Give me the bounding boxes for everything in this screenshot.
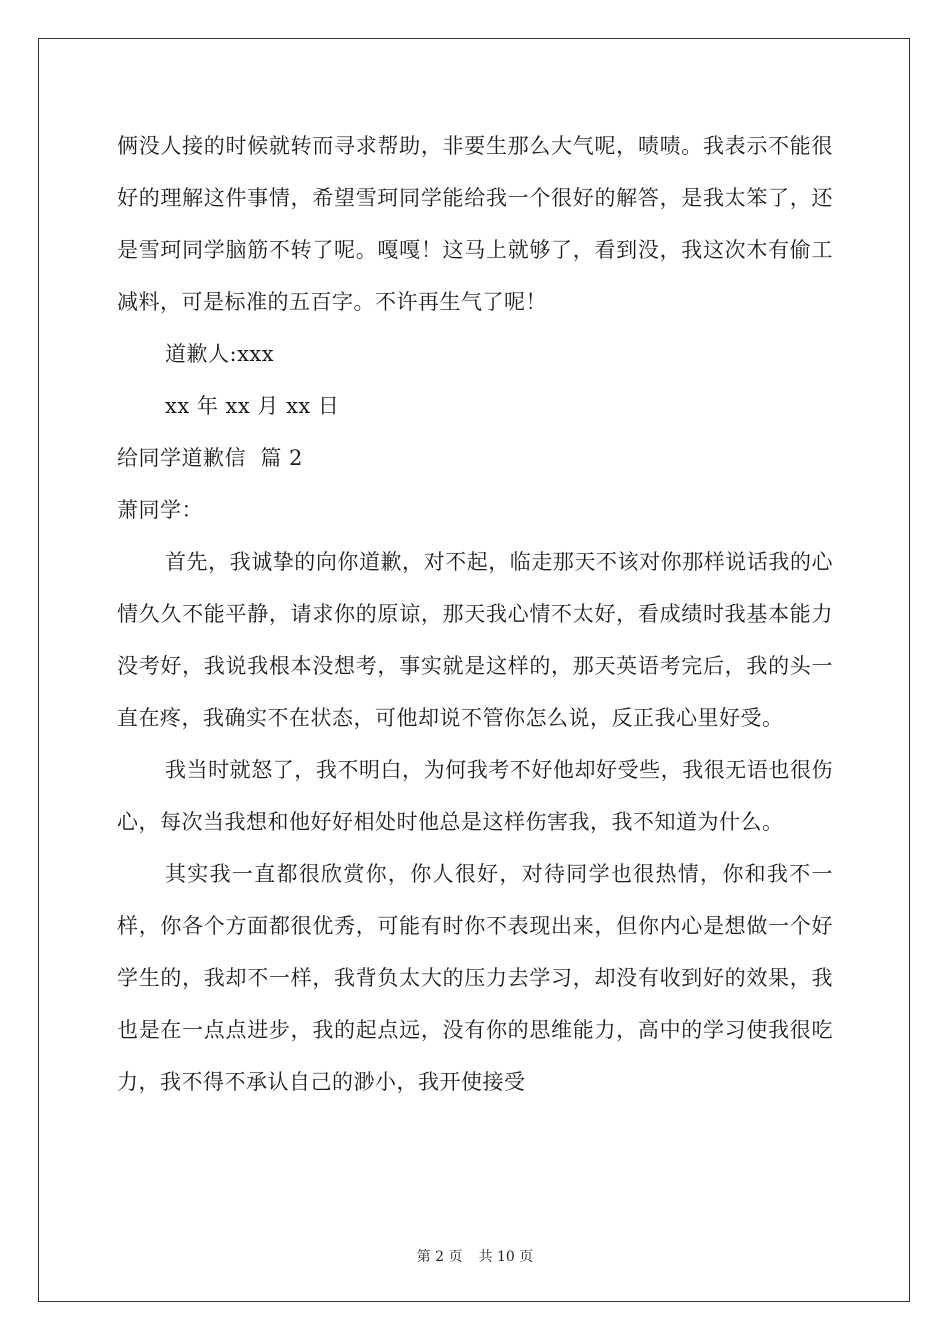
paragraph: 首先，我诚挚的向你道歉，对不起，临走那天不该对你那样说话我的心情久久不能平静，请求你的原谅，那天我心情不太好，看成绩时我基本能力没考好，我说我根本没想考，事实就是这样的，那天英语考完后，我的头一直在疼，我确实不在状态，可他却说不管你怎么说，反正我心里好受。 <box>117 550 833 730</box>
section-heading: 给同学道歉信 篇 2 <box>117 446 303 470</box>
paragraph-continuation: 俩没人接的时候就转而寻求帮助，非要生那么大气呢，啧啧。我表示不能很好的理解这件事情，希望雪珂同学能给我一个很好的解答，是我太笨了，还是雪珂同学脑筋不转了呢。嘎嘎！这马上就够了，看到没，我这次木有偷工减料，可是标准的五百字。不许再生气了呢！ <box>117 134 833 314</box>
signature-line: 道歉人:xxx <box>165 342 275 366</box>
page-footer <box>0 1247 950 1267</box>
paragraph: 其实我一直都很欣赏你，你人很好，对待同学也很热情，你和我不一样，你各个方面都很优秀，可能有时你不表现出来，但你内心是想做一个好学生的，我却不一样，我背负太大的压力去学习，却没有收到好的效果，我也是在一点点进步，我的起点远，没有你的思维能力，高中的学习使我很吃力，我不得不承认自己的渺小，我开使接受 <box>117 862 833 1094</box>
page-number: 第 2 页 <box>416 1249 463 1265</box>
date-line: xx 年 xx 月 xx 日 <box>165 394 340 418</box>
page-total: 共 10 页 <box>478 1249 534 1265</box>
document-body <box>117 120 833 1108</box>
salutation: 萧同学： <box>117 498 203 522</box>
paragraph: 我当时就怒了，我不明白，为何我考不好他却好受些，我很无语也很伤心，每次当我想和他好好相处时他总是这样伤害我，我不知道为什么。 <box>117 758 833 834</box>
